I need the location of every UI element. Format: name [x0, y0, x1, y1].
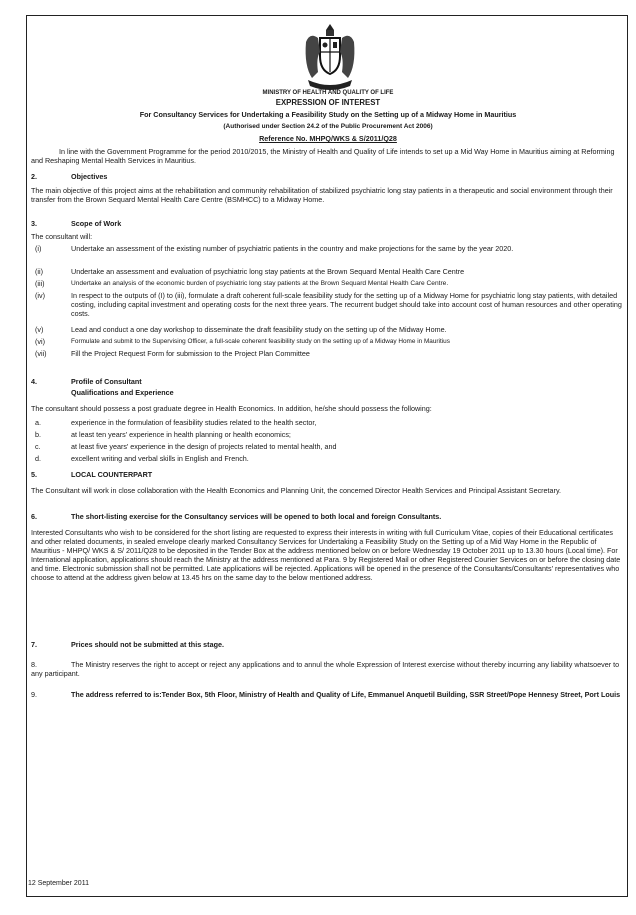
ministry-name: MINISTRY OF HEALTH AND QUALITY OF LIFE [262, 90, 394, 96]
list-item-number: c. [35, 442, 41, 451]
section-9-text: The address referred to is:Tender Box, 5th Floor, Ministry of Health and Quality of Life, Emmanuel Anquetil Building, SSR Street/Pope Hennesy Street, Port Louis [71, 690, 621, 699]
section-6-heading: The short-listing exercise for the Consultancy services will be opened to both local and foreign Consultants. [71, 512, 442, 521]
list-item-text: Undertake an analysis of the economic burden of psychiatric long stay patients at the Brown Sequard Mental Health Care Centre. [71, 280, 449, 287]
list-item-number: a. [35, 418, 41, 427]
list-item-number: (i) [35, 244, 42, 253]
section-3-number: 3. [31, 219, 37, 228]
intro-paragraph: In line with the Government Programme for the period 2010/2015, the Ministry of Health and Quality of Life intends to set up a Mid Way Home in Mauritius aiming at Reforming and Reshaping Mental Health Services in Mauritius. [31, 147, 615, 165]
coat-of-arms-icon [300, 20, 360, 92]
list-item-number: (v) [35, 325, 44, 334]
document-date: 12 September 2011 [28, 880, 89, 887]
section-5-text: The Consultant will work in close collaboration with the Health Economics and Planning Unit, the concerned Director Health Services and Principal Assistant Secretary. [31, 486, 562, 495]
section-7-text: Prices should not be submitted at this stage. [71, 640, 224, 649]
document-subtitle: For Consultancy Services for Undertaking a Feasibility Study on the Setting up of a Midway Home in Mauritius [139, 110, 517, 119]
list-item-text: at least five years' experience in the design of projects related to mental health, and [71, 442, 337, 451]
section-5-heading: LOCAL COUNTERPART [71, 470, 153, 479]
list-item-text: Undertake an assessment and evaluation of psychiatric long stay patients at the Brown Sequard Mental Health Care Centre [71, 267, 465, 276]
section-7-number: 7. [31, 640, 37, 649]
list-item-number: (vii) [35, 349, 47, 358]
list-item-text: experience in the formulation of feasibility studies related to the health sector, [71, 418, 317, 427]
list-item-number: d. [35, 454, 41, 463]
section-4-heading: Profile of Consultant [71, 377, 142, 386]
list-item-number: (ii) [35, 267, 43, 276]
section-4-number: 4. [31, 377, 37, 386]
document-page [26, 15, 628, 897]
list-item-text: excellent writing and verbal skills in English and French. [71, 454, 249, 463]
list-item-text: at least ten years' experience in health planning or health economics; [71, 430, 291, 439]
section-4-lead: The consultant should possess a post graduate degree in Health Economics. In addition, he/she should possess the following: [31, 404, 432, 413]
section-3-lead: The consultant will: [31, 232, 93, 241]
reference-number: Reference No. MHPQ/WKS & S/2011/Q28 [259, 134, 397, 143]
list-item-number: (vi) [35, 337, 45, 346]
list-item-number: b. [35, 430, 41, 439]
list-item-text: Formulate and submit to the Supervising Officer, a full-scale coherent feasibility study on the setting up of a Midway Home in Mauritius [71, 338, 450, 345]
list-item-text: In respect to the outputs of (I) to (iii), formulate a draft coherent full-scale feasibility study for the setting up of a Midway Home for psychiatric long stay patients, with detailed costing, including capital investment and operating costs for the next three years. The recurrent budget should take into account cost of human resources and other operating costs. [71, 291, 622, 318]
list-item-text: Fill the Project Request Form for submission to the Project Plan Committee [71, 349, 310, 358]
section-6-text: Interested Consultants who wish to be considered for the short listing are requested to express their interests in writing with full Curriculum Vitae, copies of their Educational certificates and other related documents, in sealed envelope clearly marked Consultancy Services for Undertaking a Feasibility Study on the Setting up of a Mid Way Home in the Republic of Mauritius - MHPQ/ WKS & S/ 2011/Q28 to be deposited in the Tender Box at the address mentioned below on or before Wednesday 19 October 2011 up to 13.30 hours (Local time). For International application, applications should reach the Ministry at the address mentioned at Para. 9 by Registered Mail or other Registered Courier Services on or before the closing date and time. Electronic submission shall not be permitted. Late applications will be rejected. Applications will be opened in the presence of the Consultants/Consultants' representatives who choose to attend at the address given below at 13.45 hrs on the same day to the below mentioned address. [31, 528, 621, 582]
list-item-number: (iv) [35, 291, 45, 300]
document-title: EXPRESSION OF INTEREST [275, 98, 381, 107]
section-2-text: The main objective of this project aims at the rehabilitation and community rehabilitation of stabilized psychiatric long stay patients in a therapeutic and social environment through their transfer from the Brown Sequard Mental Health Care Centre (BSMHCC) to a Midway Home. [31, 186, 613, 204]
section-5-number: 5. [31, 470, 37, 479]
authorisation-note: (Authorised under Section 24.2 of the Public Procurement Act 2006) [223, 123, 433, 130]
section-8-number: 8. [31, 660, 37, 669]
list-item-text: Undertake an assessment of the existing number of psychiatric patients in the country and make projections for the same by the year 2020. [71, 244, 514, 253]
section-8-text: The Ministry reserves the right to accept or reject any applications and to annul the whole Expression of Interest exercise without thereby incurring any liability whatsoever to any participant. [31, 660, 620, 678]
list-item-text: Lead and conduct a one day workshop to disseminate the draft feasibility study on the setting up of the Midway Home. [71, 325, 447, 334]
section-2-number: 2. [31, 172, 37, 181]
section-4-subheading: Qualifications and Experience [71, 388, 174, 397]
section-9-number: 9. [31, 690, 37, 699]
section-6-number: 6. [31, 512, 37, 521]
section-3-heading: Scope of Work [71, 219, 122, 228]
list-item-number: (iii) [35, 279, 45, 288]
section-2-heading: Objectives [71, 172, 108, 181]
